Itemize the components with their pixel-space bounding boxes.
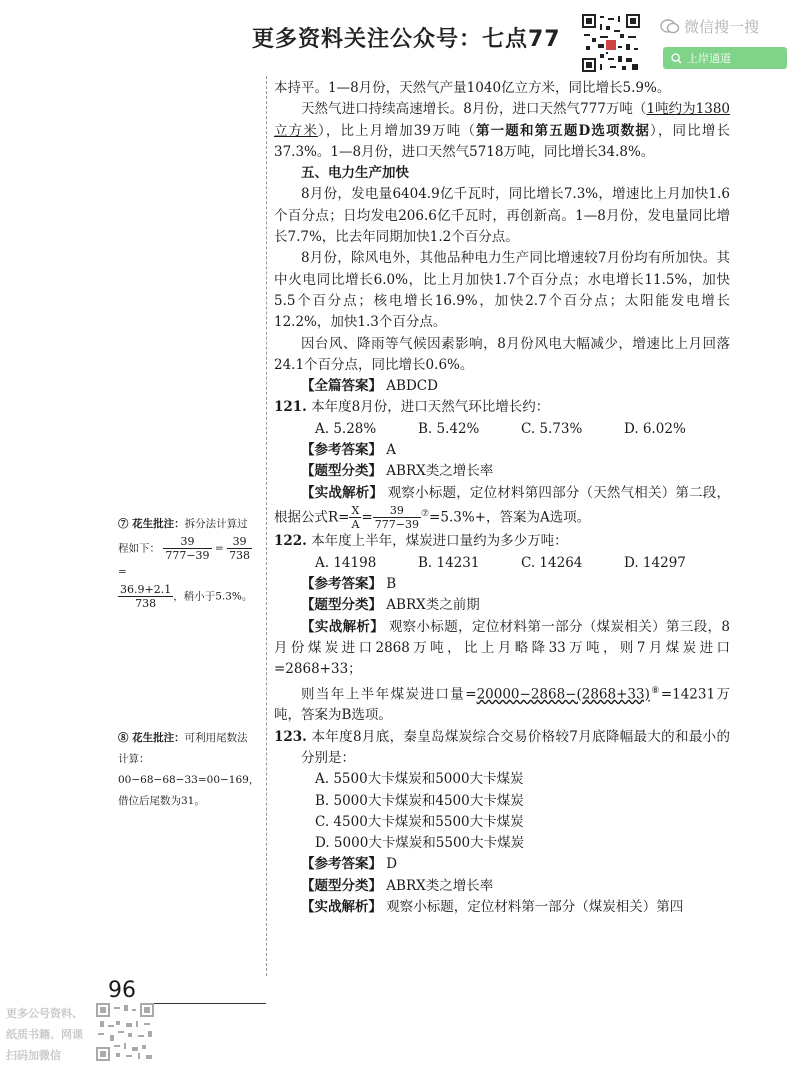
fraction-39-over-738: $\frac{39}{777-39}$ bbox=[374, 504, 419, 532]
side-note-8: ⑧ 花生批注：可利用尾数法计算：00−68−68−33=00−169，借位后尾数为31。 bbox=[118, 732, 260, 807]
option-121-c: C. 5.73% bbox=[521, 420, 583, 437]
all-answer-line: 【全篇答案】 ABDCD bbox=[301, 378, 438, 395]
wechat-search-logo bbox=[660, 16, 759, 37]
option-123-d: D. 5000大卡煤炭和5500大卡煤炭 bbox=[315, 835, 525, 852]
wechat-search-text: 微信搜一搜 bbox=[684, 18, 760, 36]
type-123: 【题型分类】 ABRX类之增长率 bbox=[301, 877, 494, 894]
search-channel-label: 上岸通道 bbox=[687, 52, 731, 65]
option-123-b: B. 5000大卡煤炭和4500大卡煤炭 bbox=[315, 792, 524, 809]
options-122 bbox=[274, 553, 730, 574]
type-121: 【题型分类】 ABRX类之增长率 bbox=[301, 463, 494, 480]
analysis-122-cont: 则当年上半年煤炭进口量=20000−2868−(2868+33)⑧=14231万吨，答案为B选项。 bbox=[274, 685, 731, 724]
ref-answer-123: 【参考答案】 D bbox=[301, 856, 398, 873]
main-text-column bbox=[274, 78, 730, 918]
page-number: 96 bbox=[108, 978, 136, 1003]
qr-code-bottom bbox=[96, 1003, 154, 1061]
side-note-7: ⑦ 花生批注：拆分法计算过程如下： $\frac{39}{777-39}$ = $\frac{39}{738}$ = $\frac{36.9+2.1}{738}$ ，稍小于5.3%。 bbox=[118, 518, 253, 610]
option-121-b: B. 5.42% bbox=[418, 420, 480, 437]
ref-answer-121: 【参考答案】 A bbox=[301, 442, 397, 459]
search-icon bbox=[671, 53, 682, 64]
header-title: 更多资料关注公众号：七点77 bbox=[252, 27, 561, 52]
qr-code-top bbox=[582, 14, 640, 72]
search-channel-button[interactable] bbox=[663, 47, 787, 69]
fraction-x-over-a: $\frac{X}{A}$ bbox=[351, 504, 360, 532]
paragraph-power-1: 8月份，发电量6404.9亿千瓦时，同比增长7.3%，增速比上月加快1.6个百分点；日均发电206.6亿千瓦时，再创新高。1—8月份，发电量同比增长7.7%，比去年同期加快1.2个百分点。 bbox=[274, 186, 730, 246]
analysis-123: 【实战解析】 观察小标题，定位材料第一部分（煤炭相关）第四 bbox=[301, 898, 684, 915]
option-121-a: A. 5.28% bbox=[315, 420, 377, 437]
option-123-a: A. 5500大卡煤炭和5000大卡煤炭 bbox=[315, 771, 524, 788]
note7-fraction-1: $\frac{39}{777-39}$ bbox=[165, 535, 210, 562]
note7-fraction-3: $\frac{36.9+2.1}{738}$ bbox=[120, 583, 172, 610]
note7-fraction-2: $\frac{39}{738}$ bbox=[229, 535, 251, 562]
question-121: 121. 本年度8月份，进口天然气环比增长约： bbox=[274, 399, 550, 416]
options-123 bbox=[274, 769, 730, 854]
paragraph-gas-import: 天然气进口持续高速增长。8月份，进口天然气777万吨（1吨约为1380立方米），比上月增加39万吨（第一题和第五题D选项数据），同比增长37.3%。1—8月份，进口天然气5718万吨，同比增长34.8%。 bbox=[274, 101, 731, 160]
footer-promo-text: 更多公号资料、 纸质书籍、网课 扫码加微信 bbox=[6, 1007, 83, 1062]
type-122: 【题型分类】 ABRX类之前期 bbox=[301, 597, 480, 614]
ref-answer-122: 【参考答案】 B bbox=[301, 576, 397, 593]
analysis-122: 【实战解析】 观察小标题，定位材料第一部分（煤炭相关）第三段，8月份煤炭进口2868万吨，比上月略降33万吨，则7月煤炭进口=2868+33； bbox=[274, 618, 731, 678]
options-121 bbox=[274, 419, 730, 440]
wechat-bubble-icon bbox=[660, 19, 680, 35]
option-123-c: C. 4500大卡煤炭和5500大卡煤炭 bbox=[315, 813, 524, 830]
option-122-d: D. 14297 bbox=[624, 554, 686, 571]
margin-divider bbox=[266, 76, 268, 976]
paragraph-power-2: 8月份，除风电外，其他品种电力生产同比增速较7月份均有所加快。其中火电同比增长6.0%，比上月加快1.7个百分点；水电增长11.5%，加快5.5个百分点；核电增长16.9%，加快2.7个百分点；太阳能发电增长12.2%，加快1.3个百分点。 bbox=[274, 250, 730, 331]
paragraph-power-3: 因台风、降雨等气候因素影响，8月份风电大幅减少，增速比上月回落24.1个百分点，同比增长0.6%。 bbox=[274, 335, 730, 373]
question-123: 123. 本年度8月底，秦皇岛煤炭综合交易价格较7月底降幅最大的和最小的分别是： bbox=[274, 728, 730, 766]
section-heading-5: 五、电力生产加快 bbox=[301, 165, 409, 182]
option-122-a: A. 14198 bbox=[315, 554, 377, 571]
option-121-d: D. 6.02% bbox=[624, 420, 686, 437]
question-122: 122. 本年度上半年，煤炭进口量约为多少万吨： bbox=[274, 533, 568, 550]
option-122-c: C. 14264 bbox=[521, 554, 583, 571]
paragraph-1: 本持平。1—8月份，天然气产量1040亿立方米，同比增长5.9%。 bbox=[274, 80, 671, 96]
option-122-b: B. 14231 bbox=[418, 554, 480, 571]
analysis-121: 【实战解析】 观察小标题，定位材料第四部分（天然气相关）第二段，根据公式R= $\frac{X}{A}$ = $\frac{39}{777-39}$ ⑦=5.3%+，答案为A选项。 bbox=[274, 484, 731, 532]
